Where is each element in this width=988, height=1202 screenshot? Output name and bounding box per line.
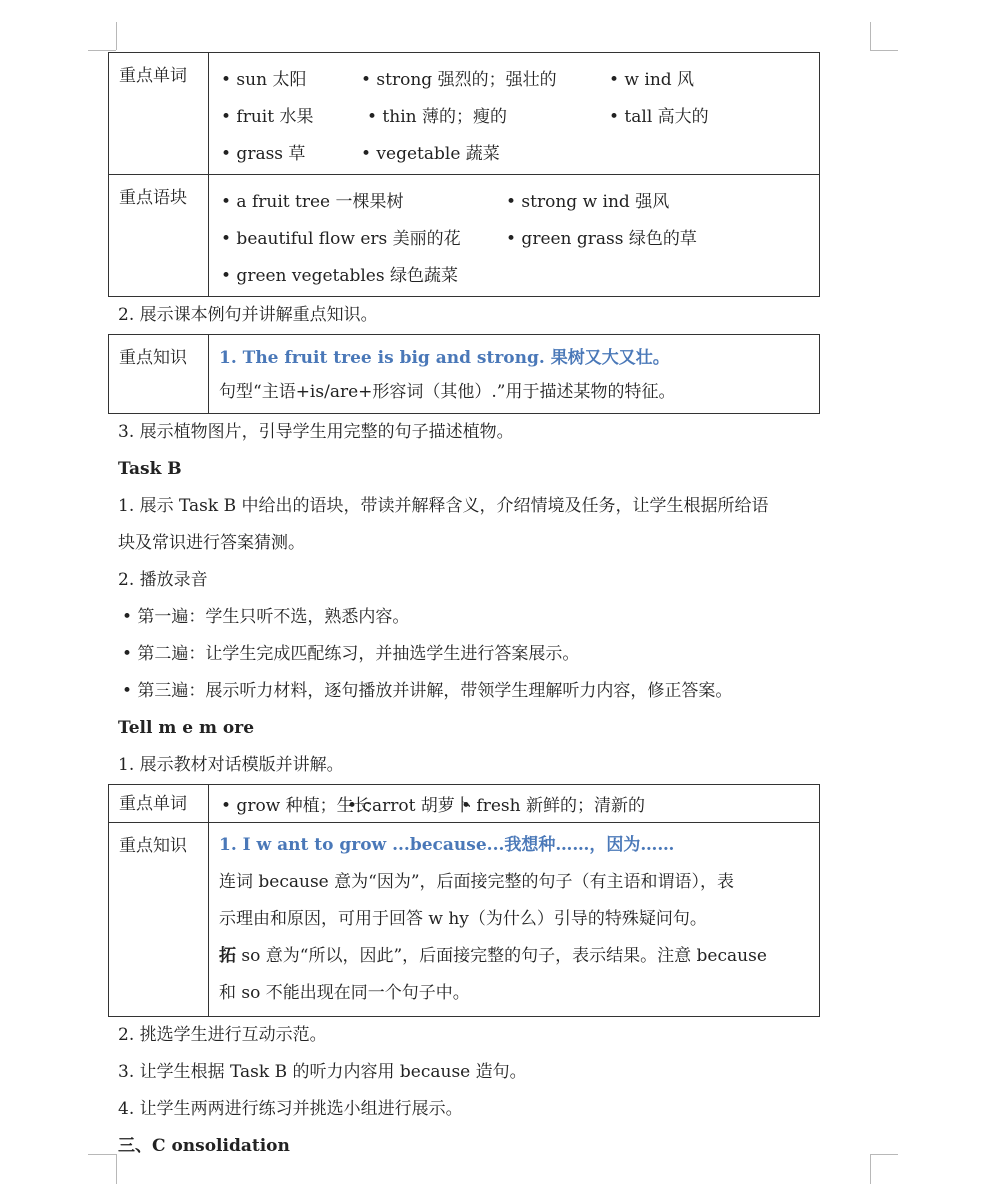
list-item: • 第二遍：让学生完成匹配练习，并抽选学生进行答案展示。 bbox=[122, 644, 580, 664]
vocab-row bbox=[221, 133, 819, 170]
knowledge-table-label: 重点知识 bbox=[109, 823, 209, 1017]
vocab-item: • fruit 水果 bbox=[221, 107, 314, 127]
document-body bbox=[108, 52, 820, 1165]
section-heading: Task B bbox=[118, 459, 182, 479]
chunk-table-content bbox=[209, 175, 820, 297]
paragraph: 4. 让学生两两进行练习并挑选小组进行展示。 bbox=[118, 1099, 463, 1119]
knowledge-text: 和 so 不能出现在同一个句子中。 bbox=[219, 983, 470, 1003]
chunk-row bbox=[221, 255, 819, 292]
vocab-table-label: 重点单词 bbox=[109, 785, 209, 823]
knowledge-title: 1. I w ant to grow ...because...我想种……，因为…… bbox=[219, 835, 675, 855]
knowledge-text: 句型“主语+is/are+形容词（其他）.”用于描述某物的特征。 bbox=[219, 382, 676, 402]
chunk-row bbox=[221, 181, 819, 218]
section-heading: 三、C onsolidation bbox=[118, 1136, 290, 1156]
chunk-table-label: 重点语块 bbox=[109, 175, 209, 297]
chunk-item: • green vegetables 绿色蔬菜 bbox=[221, 266, 458, 286]
vocab-item: • carrot 胡萝卜 bbox=[347, 796, 472, 816]
vocab-item: • vegetable 蔬菜 bbox=[361, 144, 500, 164]
knowledge-text: 示理由和原因，可用于回答 w hy（为什么）引导的特殊疑问句。 bbox=[219, 909, 707, 929]
vocab-item: • grow 种植；生长 bbox=[221, 796, 371, 816]
extend-prefix: 拓 bbox=[219, 946, 236, 966]
paragraph: 1. 展示教材对话模版并讲解。 bbox=[118, 755, 344, 775]
crop-mark-top-left-v bbox=[116, 22, 117, 50]
paragraph: 3. 让学生根据 Task B 的听力内容用 because 造句。 bbox=[118, 1062, 527, 1082]
paragraph: 2. 挑选学生进行互动示范。 bbox=[118, 1025, 327, 1045]
knowledge-table-content bbox=[209, 823, 820, 1017]
vocab-table-content bbox=[209, 785, 820, 823]
knowledge-table-label: 重点知识 bbox=[109, 335, 209, 414]
crop-mark-bottom-right-h bbox=[870, 1154, 898, 1155]
vocab-row bbox=[221, 59, 819, 96]
knowledge-text: 连词 because 意为“因为”，后面接完整的句子（有主语和谓语），表 bbox=[219, 872, 735, 892]
vocab-item: • grass 草 bbox=[221, 144, 306, 164]
vocab-row bbox=[221, 96, 819, 133]
vocab-item: • thin 薄的；瘦的 bbox=[367, 107, 508, 127]
paragraph: 3. 展示植物图片，引导学生用完整的句子描述植物。 bbox=[118, 422, 514, 442]
paragraph: 2. 播放录音 bbox=[118, 570, 208, 590]
extend-text: so 意为“所以，因此”，后面接完整的句子，表示结果。注意 because bbox=[241, 946, 767, 966]
chunk-item: • a fruit tree 一棵果树 bbox=[221, 192, 404, 212]
vocab-table bbox=[108, 52, 820, 297]
crop-mark-bottom-right-v bbox=[870, 1154, 871, 1184]
chunk-item: • beautiful flow ers 美丽的花 bbox=[221, 229, 461, 249]
knowledge-text-extend bbox=[219, 938, 819, 975]
knowledge-table-content bbox=[209, 335, 820, 414]
vocab-table-label: 重点单词 bbox=[109, 53, 209, 175]
chunk-item: • strong w ind 强风 bbox=[506, 192, 670, 212]
section-heading: Tell m e m ore bbox=[118, 718, 255, 738]
vocab-row bbox=[221, 785, 819, 822]
vocab-item: • fresh 新鲜的；清新的 bbox=[461, 796, 645, 816]
crop-mark-top-right-h bbox=[870, 50, 898, 51]
vocab-item: • strong 强烈的；强壮的 bbox=[361, 70, 557, 90]
crop-mark-top-left-h bbox=[88, 50, 116, 51]
paragraph: 2. 展示课本例句并讲解重点知识。 bbox=[118, 305, 378, 325]
chunk-item: • green grass 绿色的草 bbox=[506, 229, 697, 249]
knowledge-title: 1. The fruit tree is big and strong. 果树又大又壮。 bbox=[219, 348, 670, 368]
paragraph: 1. 展示 Task B 中给出的语块，带读并解释含义，介绍情境及任务，让学生根据所给语 bbox=[118, 496, 769, 516]
vocab-table-content bbox=[209, 53, 820, 175]
knowledge-table bbox=[108, 334, 820, 414]
list-item: • 第三遍：展示听力材料，逐句播放并讲解，带领学生理解听力内容，修正答案。 bbox=[122, 681, 733, 701]
vocab-item: • w ind 风 bbox=[609, 70, 695, 90]
vocab-item: • tall 高大的 bbox=[609, 107, 709, 127]
paragraph: 块及常识进行答案猜测。 bbox=[118, 533, 305, 553]
crop-mark-top-right-v bbox=[870, 22, 871, 50]
list-item: • 第一遍：学生只听不选，熟悉内容。 bbox=[122, 607, 410, 627]
chunk-row bbox=[221, 218, 819, 255]
vocab-knowledge-table bbox=[108, 784, 820, 1017]
vocab-item: • sun 太阳 bbox=[221, 70, 307, 90]
